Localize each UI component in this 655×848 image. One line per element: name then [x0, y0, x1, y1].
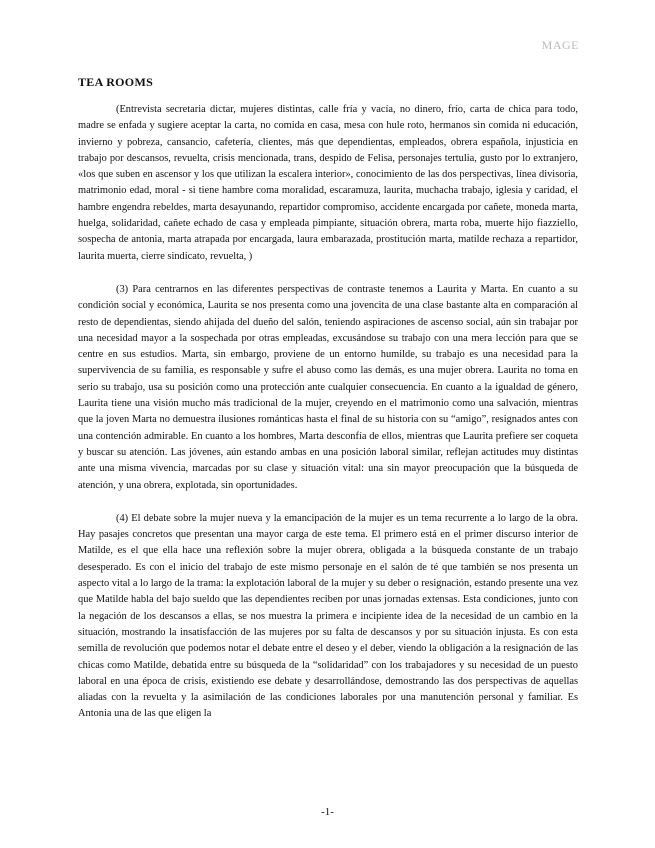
paragraph-summary: (Entrevista secretaria dictar, mujeres distintas, calle fría y vacía, no dinero, frío, carta de chica para todo, madre se enfada y sugiere aceptar la carta, no comida en casa, mesa con hule roto, hermanos sin comida ni educación, invierno y pobreza, cansancio, cafetería, clientes, más que dependientas, empleados, obrera española, injusticia en trabajo por descansos, revuelta, crisis mencionada, trans, despido de Felisa, personajes tertulia, gusto por lo extranjero, «los que suben en ascensor y los que utilizan la escalera interior», conocimiento de las dos perspectivas, línea divisoria, matrimonio edad, moral - si tiene hambre coma moralidad, escaramuza, laurita, muchacha trabajo, iglesia y caridad, el hambre engendra rebeldes, marta desayunando, repartidor compromiso, accidente encargada por cañete, moneda marta, huelga, solidaridad, cañete echado de casa y empleada pimpiante, situación obrera, marta roba, muerte hijo fiazziello, sospecha de antonia, marta atrapada por encargada, laura embarazada, prostitución marta, matilde rechaza a repartidor, laurita muerta, cierre sindicato, revuelta, )	[78, 104, 578, 262]
document-body	[78, 75, 578, 740]
document-title: TEA ROOMS	[78, 75, 154, 89]
header-watermark: MAGE	[541, 38, 579, 52]
paragraph-3: (3) Para centrarnos en las diferentes perspectivas de contraste tenemos a Laurita y Marta. En cuanto a su condición social y económica, Laurita se nos presenta como una jovencita de una clase bastante alta en comparación al resto de dependientas, siendo ahijada del dueño del salón, teniendo aspiraciones de ascenso social, aún sin trabajar por una necesidad mayor a la sospechada por otras empleadas, excusándose su trabajo con una mera lección para que se centre en sus estudios. Marta, sin embargo, proviene de un entorno humilde, su trabajo es una necesidad para la supervivencia de su familia, es responsable y sufre el abuso como las demás, es una mujer obrera. Laurita no toma en serio su trabajo, usa su posición como una protección ante cualquier consecuencia. En cuanto a la igualdad de género, Laurita tiene una visión mucho más tradicional de la mujer, creyendo en el matrimonio como una salvación, mientras que la joven Marta no demuestra ilusiones románticas hasta el final de su historia con su “amigo”, resignados antes con una contención admirable. En cuanto a los hombres, Marta desconfía de ellos, mientras que Laurita prefiere ser coqueta y buscar su atención. Las jóvenes, aún estando ambas en una posición laboral similar, reflejan actitudes muy distintas ante una misma vivencia, marcadas por su clase y situación vital: una sin mayor preocupación que la búsqueda de atención, y una obrera, explotada, sin oportunidades.	[78, 283, 578, 491]
paragraph-4: (4) El debate sobre la mujer nueva y la emancipación de la mujer es un tema recurrente a lo largo de la obra. Hay pasajes concretos que presentan una mayor carga de este tema. El primero está en el primer discurso interior de Matilde, es el que ella hace una reflexión sobre la mujer obrera, obligada a la búsqueda constante de un trabajo desesperado. Es con el inicio del trabajo de este mismo personaje en el salón de té que también se nos presenta un aspecto vital a lo largo de la trama: la explotación laboral de la mujer y su deber o resignación, estando presente una vez que Matilde habla del bajo sueldo que las dependientes reciben por unas jornadas extensas. Esta condiciones, junto con la negación de los descansos a ellas, se nos muestra la primera e incipiente idea de la necesidad de un cambio en la situación, mostrando la insatisfacción de las mujeres por su falta de descansos y por su situación injusta. Es con esta semilla de revolución que podemos notar el debate entre el deseo y el deber, viendo la obligación a la resignación de las chicas como Matilde, debatida entre su búsqueda de la “solidaridad” con los trabajadores y su necesidad de un puesto laboral en una época de crisis, existiendo ese debate y desarrollándose, demostrando las dos perspectivas de aquellas aliadas con la revuelta y la asimilación de las condiciones laborales por una manutención personal y familiar. Es Antonia una de las que eligen la	[78, 512, 578, 720]
page-number: -1-	[321, 806, 334, 818]
